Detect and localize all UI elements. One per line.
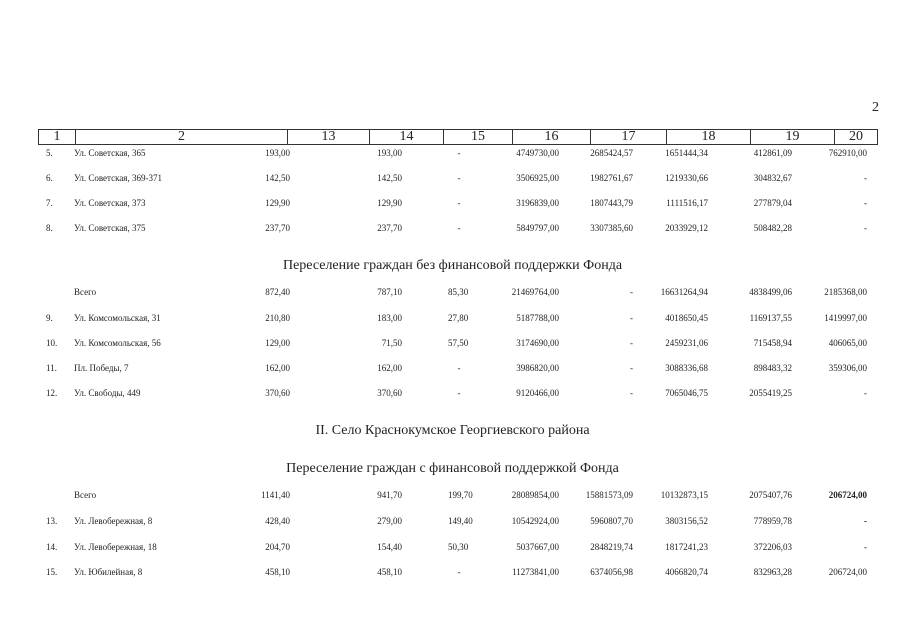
cell-col15: 149,40 bbox=[448, 516, 473, 526]
cell-col14: 154,40 bbox=[377, 542, 402, 552]
cell-col15: 57,50 bbox=[448, 338, 469, 348]
table-row bbox=[0, 196, 905, 210]
cell-col20: - bbox=[864, 542, 867, 552]
cell-col13: 142,50 bbox=[265, 173, 290, 183]
table-row bbox=[0, 361, 905, 375]
row-number: 11. bbox=[46, 363, 57, 373]
cell-col13: 872,40 bbox=[265, 287, 290, 297]
cell-col14: 237,70 bbox=[377, 223, 402, 233]
cell-col19: 2055419,25 bbox=[749, 388, 792, 398]
cell-col18: 3088336,68 bbox=[665, 363, 708, 373]
cell-col14: 193,00 bbox=[377, 148, 402, 158]
cell-col18: 3803156,52 bbox=[665, 516, 708, 526]
header-col-18: 18 bbox=[667, 130, 751, 144]
cell-col19: 508482,28 bbox=[753, 223, 792, 233]
cell-col14: 162,00 bbox=[377, 363, 402, 373]
cell-col17: - bbox=[630, 388, 633, 398]
header-col-1: 1 bbox=[39, 130, 76, 144]
row-number: 14. bbox=[46, 542, 58, 552]
row-number: 13. bbox=[46, 516, 58, 526]
page-number: 2 bbox=[872, 100, 879, 115]
cell-col14: 941,70 bbox=[377, 490, 402, 500]
cell-col20: - bbox=[864, 516, 867, 526]
table-row bbox=[0, 311, 905, 325]
cell-col19: 4838499,06 bbox=[749, 287, 792, 297]
cell-col19: 898483,32 bbox=[753, 363, 792, 373]
cell-col17: 5960807,70 bbox=[590, 516, 633, 526]
cell-col19: 832963,28 bbox=[753, 567, 792, 577]
cell-col18: 10132873,15 bbox=[660, 490, 708, 500]
cell-col20: 359306,00 bbox=[828, 363, 867, 373]
row-address: Пл. Победы, 7 bbox=[74, 363, 129, 373]
cell-col16: 10542924,00 bbox=[511, 516, 559, 526]
cell-col14: 142,50 bbox=[377, 173, 402, 183]
row-number: 15. bbox=[46, 567, 58, 577]
cell-col13: 1141,40 bbox=[261, 490, 290, 500]
cell-col13: 162,00 bbox=[265, 363, 290, 373]
table-row bbox=[0, 514, 905, 528]
total-row bbox=[0, 488, 905, 502]
section-heading-without-fund: Переселение граждан без финансовой поддержки Фонда bbox=[282, 258, 623, 273]
cell-col17: 2848219,74 bbox=[590, 542, 633, 552]
row-address: Ул. Левобережная, 8 bbox=[74, 516, 153, 526]
table-header bbox=[38, 129, 878, 145]
cell-col15: - bbox=[457, 223, 461, 233]
cell-col16: 21469764,00 bbox=[511, 287, 559, 297]
cell-col20: - bbox=[864, 198, 867, 208]
table-row bbox=[0, 386, 905, 400]
cell-col15: 27,80 bbox=[448, 313, 469, 323]
total-row bbox=[0, 285, 905, 299]
cell-col20: 406065,00 bbox=[828, 338, 867, 348]
header-col-15: 15 bbox=[444, 130, 513, 144]
cell-col13: 193,00 bbox=[265, 148, 290, 158]
cell-col16: 5037667,00 bbox=[516, 542, 559, 552]
row-address: Ул. Советская, 375 bbox=[74, 223, 146, 233]
row-address: Ул. Советская, 373 bbox=[74, 198, 146, 208]
cell-col14: 279,00 bbox=[377, 516, 402, 526]
cell-col18: 1817241,23 bbox=[665, 542, 708, 552]
cell-col18: 2033929,12 bbox=[665, 223, 708, 233]
cell-col19: 372206,03 bbox=[753, 542, 792, 552]
cell-col19: 412861,09 bbox=[753, 148, 792, 158]
cell-col18: 16631264,94 bbox=[660, 287, 708, 297]
total-label: Всего bbox=[74, 490, 97, 500]
cell-col15: 50,30 bbox=[448, 542, 469, 552]
row-number: 6. bbox=[46, 173, 53, 183]
cell-col16: 5187788,00 bbox=[516, 313, 559, 323]
cell-col19: 778959,78 bbox=[753, 516, 792, 526]
cell-col13: 237,70 bbox=[265, 223, 290, 233]
row-address: Ул. Комсомольская, 56 bbox=[74, 338, 161, 348]
header-col-17: 17 bbox=[591, 130, 667, 144]
cell-col20: 206724,00 bbox=[828, 490, 867, 500]
cell-col15: - bbox=[457, 173, 461, 183]
cell-col15: - bbox=[457, 567, 461, 577]
cell-col17: - bbox=[630, 313, 633, 323]
cell-col16: 28089854,00 bbox=[511, 490, 559, 500]
cell-col13: 458,10 bbox=[265, 567, 290, 577]
cell-col20: - bbox=[864, 173, 867, 183]
cell-col19: 715458,94 bbox=[753, 338, 792, 348]
row-address: Ул. Левобережная, 18 bbox=[74, 542, 157, 552]
table-row bbox=[0, 221, 905, 235]
cell-col20: 206724,00 bbox=[828, 567, 867, 577]
cell-col16: 5849797,00 bbox=[516, 223, 559, 233]
table-row bbox=[0, 146, 905, 160]
row-number: 9. bbox=[46, 313, 53, 323]
cell-col16: 9120466,00 bbox=[516, 388, 559, 398]
total-label: Всего bbox=[74, 287, 97, 297]
cell-col13: 370,60 bbox=[265, 388, 290, 398]
table-row bbox=[0, 171, 905, 185]
header-col-19: 19 bbox=[751, 130, 835, 144]
cell-col13: 129,90 bbox=[265, 198, 290, 208]
cell-col17: - bbox=[630, 363, 633, 373]
cell-col18: 4066820,74 bbox=[665, 567, 708, 577]
row-address: Ул. Советская, 369-371 bbox=[74, 173, 162, 183]
header-col-14: 14 bbox=[370, 130, 444, 144]
cell-col14: 71,50 bbox=[381, 338, 402, 348]
row-number: 7. bbox=[46, 198, 53, 208]
cell-col15: 85,30 bbox=[448, 287, 469, 297]
cell-col20: - bbox=[864, 388, 867, 398]
cell-col15: - bbox=[457, 388, 461, 398]
cell-col18: 7065046,75 bbox=[665, 388, 708, 398]
cell-col15: - bbox=[457, 198, 461, 208]
cell-col17: 3307385,60 bbox=[590, 223, 633, 233]
cell-col17: 6374056,98 bbox=[590, 567, 633, 577]
cell-col14: 183,00 bbox=[377, 313, 402, 323]
cell-col14: 129,90 bbox=[377, 198, 402, 208]
row-address: Ул. Советская, 365 bbox=[74, 148, 146, 158]
table-row bbox=[0, 336, 905, 350]
cell-col16: 3506925,00 bbox=[516, 173, 559, 183]
cell-col18: 1219330,66 bbox=[665, 173, 708, 183]
header-col-13: 13 bbox=[288, 130, 370, 144]
header-col-16: 16 bbox=[513, 130, 591, 144]
cell-col20: 762910,00 bbox=[828, 148, 867, 158]
cell-col17: - bbox=[630, 338, 633, 348]
cell-col17: - bbox=[630, 287, 633, 297]
cell-col19: 304832,67 bbox=[753, 173, 792, 183]
cell-col13: 129,00 bbox=[265, 338, 290, 348]
cell-col16: 3986820,00 bbox=[516, 363, 559, 373]
cell-col19: 277879,04 bbox=[753, 198, 792, 208]
cell-col18: 1651444,34 bbox=[665, 148, 708, 158]
row-number: 10. bbox=[46, 338, 58, 348]
cell-col20: - bbox=[864, 223, 867, 233]
cell-col16: 4749730,00 bbox=[516, 148, 559, 158]
row-address: Ул. Свободы, 449 bbox=[74, 388, 141, 398]
cell-col15: - bbox=[457, 363, 461, 373]
cell-col17: 1982761,67 bbox=[590, 173, 633, 183]
cell-col15: - bbox=[457, 148, 461, 158]
cell-col13: 210,80 bbox=[265, 313, 290, 323]
cell-col16: 11273841,00 bbox=[512, 567, 559, 577]
cell-col14: 787,10 bbox=[377, 287, 402, 297]
cell-col18: 4018650,45 bbox=[665, 313, 708, 323]
header-col-2: 2 bbox=[76, 130, 288, 144]
cell-col14: 370,60 bbox=[377, 388, 402, 398]
cell-col14: 458,10 bbox=[377, 567, 402, 577]
row-number: 12. bbox=[46, 388, 58, 398]
cell-col15: 199,70 bbox=[448, 490, 473, 500]
cell-col20: 1419997,00 bbox=[824, 313, 867, 323]
table-row bbox=[0, 565, 905, 579]
cell-col20: 2185368,00 bbox=[824, 287, 867, 297]
row-number: 8. bbox=[46, 223, 53, 233]
section-heading-village: II. Село Краснокумское Георгиевского района bbox=[315, 423, 590, 438]
cell-col17: 15881573,09 bbox=[585, 490, 633, 500]
cell-col19: 1169137,55 bbox=[749, 313, 792, 323]
row-number: 5. bbox=[46, 148, 53, 158]
cell-col19: 2075407,76 bbox=[749, 490, 792, 500]
table-row bbox=[0, 540, 905, 554]
cell-col13: 428,40 bbox=[265, 516, 290, 526]
cell-col16: 3174690,00 bbox=[516, 338, 559, 348]
cell-col18: 1111516,17 bbox=[666, 198, 708, 208]
cell-col17: 1807443,79 bbox=[590, 198, 633, 208]
header-col-20: 20 bbox=[849, 129, 863, 144]
section-heading-with-fund: Переселение граждан с финансовой поддержкой Фонда bbox=[286, 461, 619, 476]
row-address: Ул. Юбилейная, 8 bbox=[74, 567, 143, 577]
row-address: Ул. Комсомольская, 31 bbox=[74, 313, 161, 323]
cell-col16: 3196839,00 bbox=[516, 198, 559, 208]
cell-col18: 2459231,06 bbox=[665, 338, 708, 348]
cell-col13: 204,70 bbox=[265, 542, 290, 552]
cell-col17: 2685424,57 bbox=[590, 148, 633, 158]
